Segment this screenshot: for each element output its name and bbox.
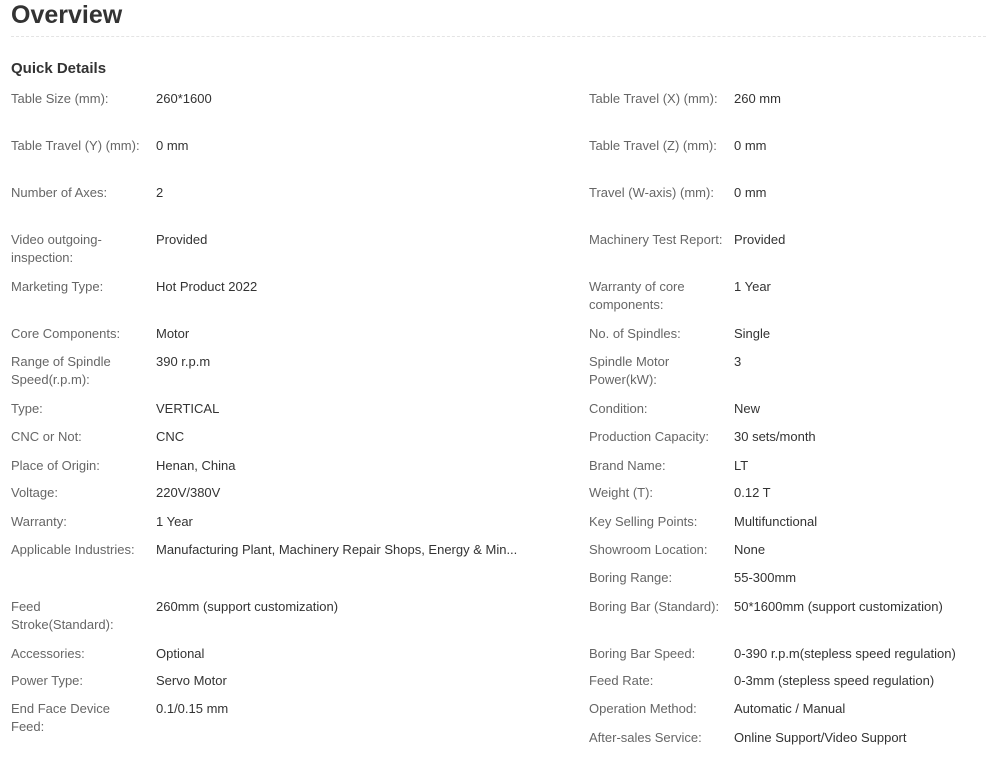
detail-value: CNC (156, 429, 185, 444)
detail-label: Operation Method: (589, 701, 697, 716)
detail-value: Optional (156, 646, 205, 661)
section-title: Quick Details (11, 60, 107, 77)
detail-label: Number of Axes: (11, 185, 108, 200)
detail-value: 390 r.p.m (156, 354, 211, 369)
detail-label: Place of Origin: (11, 458, 100, 473)
detail-label: Feed Stroke(Standard): (11, 599, 114, 632)
detail-value: Single (734, 326, 771, 341)
detail-label: Table Travel (Y) (mm): (11, 138, 140, 153)
detail-label: CNC or Not: (11, 429, 82, 444)
detail-label: Production Capacity: (589, 429, 709, 444)
detail-label: Warranty: (11, 514, 67, 529)
detail-label: Spindle Motor Power(kW): (589, 354, 670, 387)
detail-value: None (734, 542, 766, 557)
detail-value: 260*1600 (156, 91, 212, 106)
detail-value: Motor (156, 326, 190, 341)
detail-value: 220V/380V (156, 485, 221, 500)
detail-value: Servo Motor (156, 673, 227, 688)
page-title: Overview (11, 1, 123, 29)
detail-value: Hot Product 2022 (156, 279, 258, 294)
detail-label: Video outgoing-inspection: (11, 232, 102, 265)
detail-label: Weight (T): (589, 485, 654, 500)
detail-value: 30 sets/month (734, 429, 816, 444)
detail-label: Voltage: (11, 485, 58, 500)
detail-value: 0 mm (734, 185, 767, 200)
detail-label: No. of Spindles: (589, 326, 681, 341)
divider (11, 36, 986, 37)
detail-value: 260mm (support customization) (156, 599, 339, 614)
detail-label: Table Travel (Z) (mm): (589, 138, 717, 153)
detail-value: Provided (734, 232, 786, 247)
detail-value: 0 mm (156, 138, 189, 153)
detail-value: 0.12 T (734, 485, 771, 500)
detail-label: Brand Name: (589, 458, 666, 473)
detail-value: 3 (734, 354, 742, 369)
detail-label: Core Components: (11, 326, 121, 341)
detail-value: 0.1/0.15 mm (156, 701, 229, 716)
detail-label: Table Travel (X) (mm): (589, 91, 718, 106)
detail-label: Warranty of core components: (589, 279, 685, 312)
detail-label: Power Type: (11, 673, 84, 688)
detail-value: LT (734, 458, 749, 473)
detail-label: Showroom Location: (589, 542, 708, 557)
detail-label: After-sales Service: (589, 730, 702, 745)
detail-value: 2 (156, 185, 164, 200)
detail-label: Boring Bar Speed: (589, 646, 696, 661)
detail-value: 0-3mm (stepless speed regulation) (734, 673, 935, 688)
detail-value: 50*1600mm (support customization) (734, 599, 943, 614)
detail-value: Provided (156, 232, 208, 247)
detail-label: Boring Range: (589, 570, 673, 585)
detail-label: Marketing Type: (11, 279, 104, 294)
detail-value: 260 mm (734, 91, 781, 106)
detail-value: 55-300mm (734, 570, 797, 585)
detail-value: Online Support/Video Support (734, 730, 907, 745)
detail-label: Table Size (mm): (11, 91, 109, 106)
detail-label: Condition: (589, 401, 648, 416)
detail-value: New (734, 401, 761, 416)
detail-value: 1 Year (156, 514, 193, 529)
detail-label: Accessories: (11, 646, 85, 661)
detail-label: Boring Bar (Standard): (589, 599, 720, 614)
detail-label: Range of Spindle Speed(r.p.m): (11, 354, 111, 387)
detail-label: Machinery Test Report: (589, 232, 723, 247)
detail-label: Travel (W-axis) (mm): (589, 185, 714, 200)
detail-value: VERTICAL (156, 401, 220, 416)
detail-label: Key Selling Points: (589, 514, 698, 529)
detail-value: Multifunctional (734, 514, 818, 529)
detail-label: Feed Rate: (589, 673, 654, 688)
detail-value: 0 mm (734, 138, 767, 153)
detail-value: 1 Year (734, 279, 771, 294)
detail-value: Automatic / Manual (734, 701, 846, 716)
detail-value: Manufacturing Plant, Machinery Repair Shops, Energy & Min... (156, 542, 518, 557)
detail-value: Henan, China (156, 458, 236, 473)
detail-label: Type: (11, 401, 43, 416)
detail-label: Applicable Industries: (11, 542, 135, 557)
detail-value: 0-390 r.p.m(stepless speed regulation) (734, 646, 956, 661)
detail-label: End Face Device Feed: (11, 701, 110, 734)
